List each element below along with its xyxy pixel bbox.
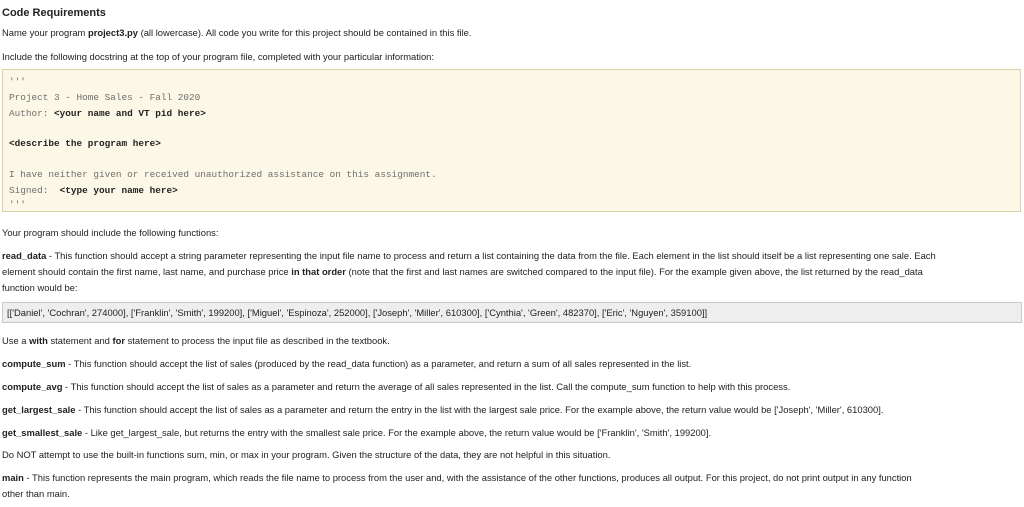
with-note-b: statement and — [47, 335, 113, 346]
get-largest-sale-name: get_largest_sale — [2, 404, 76, 415]
filename: project3.py — [87, 27, 138, 38]
main-name: main — [2, 472, 24, 483]
with-keyword: with — [29, 335, 48, 346]
docstring-signed-line — [9, 183, 178, 199]
compute-sum-name: compute_sum — [2, 358, 66, 369]
docstring-open-quotes: ''' — [9, 76, 26, 87]
read-data-text1: - This function should accept a string parameter representing the input file name to process and return a list containing the data from the file. Each element in the list should itself be a list representing one sale. Each — [46, 250, 936, 261]
compute-avg-description — [2, 379, 1022, 395]
read-data-description-line3: function would be: — [2, 282, 78, 293]
filename-instruction — [2, 25, 1022, 41]
docstring-close-quotes: ''' — [9, 199, 26, 210]
compute-sum-description — [2, 356, 1022, 372]
docstring-author-line — [9, 106, 206, 122]
read-data-output-example: [['Daniel', 'Cochran', 274000], ['Franklin', 'Smith', 199200], ['Miguel', 'Espinoza', 252000], ['Joseph', 'Miller', 610300], ['Cynthia', 'Green', 482370], ['Eric', 'Nguyen', 359100]] — [2, 302, 1022, 323]
with-note-a: Use a — [2, 335, 30, 346]
page-title: Code Requirements — [2, 7, 106, 19]
docstring-project-line: Project 3 - Home Sales - Fall 2020 — [9, 92, 201, 103]
builtin-functions-note: Do NOT attempt to use the built-in functions sum, min, or max in your program. Given the structure of the data, they are not helpful in this situation. — [2, 449, 611, 460]
author-placeholder: <your name and VT pid here> — [54, 108, 206, 119]
compute-avg-text: - This function should accept the list of sales as a parameter and return the average of all sales represented in the list. Call the compute_sum function to help with this process. — [62, 381, 791, 392]
read-data-description-line2 — [2, 264, 1022, 280]
read-data-name: read_data — [2, 250, 47, 261]
compute-avg-name: compute_avg — [2, 381, 63, 392]
docstring-instruction: Include the following docstring at the top of your program file, completed with your particular information: — [2, 51, 434, 62]
get-largest-sale-text: - This function should accept the list of sales as a parameter and return the entry in the list with the largest sale price. For the example above, the return value would be ['Joseph', 'Miller', 610300]. — [75, 404, 884, 415]
filename-prefix: Name your program — [2, 27, 88, 38]
docstring-describe-line — [9, 136, 161, 152]
with-note-c: statement to process the input file as described in the textbook. — [124, 335, 390, 346]
signed-label: Signed: — [9, 185, 49, 196]
filename-suffix: (all lowercase). All code you write for this project should be contained in this file. — [137, 27, 472, 38]
for-keyword: for — [112, 335, 125, 346]
get-smallest-sale-description — [2, 425, 1022, 441]
with-statement-note — [2, 333, 1022, 349]
read-data-text2b: (note that the first and last names are switched compared to the input file). For the example given above, the list returned by the read_data — [345, 266, 923, 277]
signed-placeholder: <type your name here> — [59, 185, 178, 196]
read-data-description-line1 — [2, 248, 1022, 264]
main-text1: - This function represents the main program, which reads the file name to process from the user and, with the assistance of the other functions, produces all output. For this project, do not print output in any function — [23, 472, 912, 483]
describe-placeholder: <describe the program here> — [9, 138, 161, 149]
docstring-honor-line: I have neither given or received unauthorized assistance on this assignment. — [9, 169, 437, 180]
main-description-line2: other than main. — [2, 488, 70, 499]
read-data-text2a: element should contain the first name, last name, and purchase price — [2, 266, 292, 277]
main-description-line1 — [2, 470, 1022, 486]
get-smallest-sale-text: - Like get_largest_sale, but returns the entry with the smallest sale price. For the example above, the return value would be ['Franklin', 'Smith', 199200]. — [82, 427, 712, 438]
docstring-code-block — [2, 69, 1021, 212]
author-label: Author: — [9, 108, 49, 119]
read-data-bold: in that order — [291, 266, 346, 277]
functions-intro: Your program should include the following functions: — [2, 227, 219, 238]
get-largest-sale-description — [2, 402, 1022, 418]
compute-sum-text: - This function should accept the list of sales (produced by the read_data function) as a parameter, and return a sum of all sales represented in the list. — [65, 358, 692, 369]
get-smallest-sale-name: get_smallest_sale — [2, 427, 83, 438]
